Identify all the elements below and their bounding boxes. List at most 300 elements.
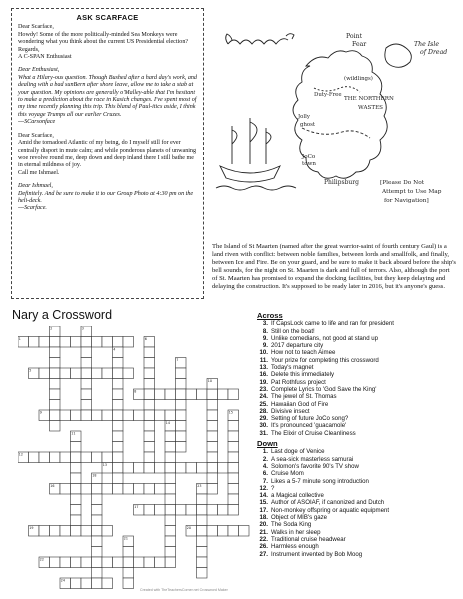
crossword-cell[interactable] (71, 494, 82, 505)
crossword-cell[interactable] (113, 473, 124, 484)
crossword-cell[interactable] (113, 452, 124, 463)
crossword-clue-number: 13 (102, 463, 108, 468)
clue-text: A sea-sick masterless samurai (271, 455, 354, 463)
crossword-cell[interactable] (207, 526, 218, 537)
crossword-cell[interactable] (81, 347, 92, 358)
crossword-cell[interactable] (228, 452, 239, 463)
crossword-cell[interactable] (123, 557, 134, 568)
clue-number: 26. (259, 543, 268, 551)
crossword-cell[interactable] (29, 452, 40, 463)
letter1-closing: Regards, (18, 46, 40, 53)
crossword-cell[interactable] (165, 452, 176, 463)
crossword-cell[interactable] (155, 484, 166, 495)
crossword-cell[interactable] (197, 463, 208, 474)
crossword-clue-number: 2 (50, 326, 53, 331)
crossword-cell[interactable] (29, 337, 40, 348)
crossword-cell[interactable] (207, 473, 218, 484)
clue-text: Your prize for completing this crossword (271, 356, 379, 364)
crossword-cell[interactable] (39, 368, 50, 379)
crossword-cell[interactable] (144, 358, 155, 369)
crossword-cell[interactable] (50, 557, 61, 568)
crossword-cell[interactable] (60, 410, 71, 421)
island-map (210, 8, 458, 236)
crossword-cell[interactable] (165, 536, 176, 547)
map-note-line3: for Navigation] (384, 198, 429, 204)
down-clue (257, 514, 457, 521)
crossword-cell[interactable] (144, 410, 155, 421)
clue-text: The Soda King (271, 521, 312, 529)
crossword-cell[interactable] (228, 484, 239, 495)
crossword-cell[interactable] (155, 557, 166, 568)
clue-text: Non-monkey offspring or aquatic equipment (271, 506, 390, 514)
down-clue (257, 551, 457, 558)
crossword-cell[interactable] (207, 442, 218, 453)
clue-text: The Elixir of Cruise Cleanliness (271, 429, 356, 437)
crossword-cell[interactable] (165, 473, 176, 484)
crossword-cell[interactable] (92, 410, 103, 421)
crossword-cell[interactable] (176, 379, 187, 390)
crossword-cell[interactable] (165, 494, 176, 505)
crossword-cell[interactable] (207, 431, 218, 442)
crossword-cell[interactable] (50, 452, 61, 463)
crossword-credit: Created with TheTeachersCorner.net Crossword Maker (140, 588, 228, 592)
crossword-clue-number: 12 (18, 452, 24, 457)
crossword-cell[interactable] (60, 452, 71, 463)
crossword-cell[interactable] (165, 463, 176, 474)
crossword-clue-number: 18 (92, 473, 97, 478)
crossword-cell[interactable] (60, 526, 71, 537)
crossword-cell[interactable] (113, 410, 124, 421)
clue-text: The jewel of St. Thomas (271, 393, 337, 401)
crossword-cell[interactable] (113, 442, 124, 453)
advice-column (11, 8, 204, 299)
clue-text: Object of MIB's gaze (271, 514, 328, 522)
crossword-cell[interactable] (123, 337, 134, 348)
crossword-cell[interactable] (197, 505, 208, 516)
crossword-cell[interactable] (71, 337, 82, 348)
down-clue (257, 470, 457, 477)
crossword-cell[interactable] (197, 526, 208, 537)
crossword-cell[interactable] (186, 505, 197, 516)
crossword-cell[interactable] (123, 410, 134, 421)
clue-number: 11. (259, 356, 268, 364)
crossword-cell[interactable] (176, 463, 187, 474)
crossword-cell[interactable] (113, 400, 124, 411)
clue-number: 29. (259, 415, 268, 423)
across-clue (257, 422, 457, 429)
crossword-cell[interactable] (71, 526, 82, 537)
reply1-signature: ---SCarsonface (18, 119, 56, 126)
crossword-cell[interactable] (92, 484, 103, 495)
letter2-salutation: Dear Scarface, (18, 132, 54, 139)
crossword-cell[interactable] (71, 410, 82, 421)
across-clue (257, 349, 457, 356)
clue-number: 28. (259, 407, 268, 415)
crossword-cell[interactable] (144, 452, 155, 463)
crossword-cell[interactable] (50, 347, 61, 358)
crossword-cell[interactable] (155, 505, 166, 516)
crossword-cell[interactable] (228, 494, 239, 505)
crossword-cell[interactable] (113, 421, 124, 432)
crossword-cell[interactable] (81, 578, 92, 589)
clue-number: 27. (259, 550, 268, 558)
crossword-cell[interactable] (176, 389, 187, 400)
clue-text: Author of ASOIAF, if canonized and Dutch (271, 499, 385, 507)
map-label-joco: JoCo (302, 154, 316, 160)
crossword-cell[interactable] (92, 526, 103, 537)
crossword-cell[interactable] (102, 484, 113, 495)
crossword-cell[interactable] (228, 421, 239, 432)
crossword-cell[interactable] (92, 536, 103, 547)
crossword-cell[interactable] (50, 400, 61, 411)
crossword-cell[interactable] (71, 473, 82, 484)
clue-number: 22. (259, 535, 268, 543)
crossword-cell[interactable] (228, 442, 239, 453)
down-clue (257, 536, 457, 543)
clue-number: 30. (259, 422, 268, 430)
crossword-cell[interactable] (92, 568, 103, 579)
clue-text: Last doge of Venice (271, 448, 325, 456)
crossword-cell[interactable] (144, 505, 155, 516)
clue-number: 3. (262, 320, 268, 328)
across-clue (257, 415, 457, 422)
crossword-cell[interactable] (71, 442, 82, 453)
reply2-salutation: Dear Ishmael, (18, 183, 53, 190)
crossword-cell[interactable] (207, 484, 218, 495)
crossword-cell[interactable] (81, 379, 92, 390)
across-clue (257, 342, 457, 349)
across-clue (257, 320, 457, 327)
crossword-cell[interactable] (207, 505, 218, 516)
crossword-cell[interactable] (218, 526, 229, 537)
letter1-salutation: Dear Scarface, (18, 24, 54, 31)
crossword-cell[interactable] (197, 547, 208, 558)
crossword-cell[interactable] (50, 358, 61, 369)
crossword-cell[interactable] (197, 557, 208, 568)
crossword-cell[interactable] (50, 368, 61, 379)
clue-number: 9. (262, 334, 268, 342)
crossword-cell[interactable] (228, 389, 239, 400)
crossword-cell[interactable] (102, 337, 113, 348)
map-note-line2: Attempt to Use Map (382, 189, 442, 195)
crossword-clue-number: 1 (18, 337, 21, 342)
crossword-cell[interactable] (71, 452, 82, 463)
crossword-cell[interactable] (50, 421, 61, 432)
crossword-cell[interactable] (123, 578, 134, 589)
crossword-cell[interactable] (165, 410, 176, 421)
crossword-cell[interactable] (228, 505, 239, 516)
crossword-cell[interactable] (71, 484, 82, 495)
crossword-cell[interactable] (71, 368, 82, 379)
crossword-cell[interactable] (123, 484, 134, 495)
clue-text: Unlike comedians, not good at stand up (271, 334, 379, 342)
clue-number: 2. (262, 455, 268, 463)
crossword-cell[interactable] (165, 389, 176, 400)
map-label-philipsburg: Philipsburg (324, 179, 359, 186)
crossword-cell[interactable] (92, 578, 103, 589)
clue-number: 8. (262, 327, 268, 335)
crossword-cell[interactable] (102, 452, 113, 463)
crossword-cell[interactable] (102, 526, 113, 537)
crossword-clue-number: 3 (81, 326, 84, 331)
sailing-ship-drawing (216, 118, 296, 190)
crossword-cell[interactable] (92, 337, 103, 348)
crossword-cell[interactable] (113, 368, 124, 379)
crossword-cell[interactable] (144, 484, 155, 495)
across-clue (257, 386, 457, 393)
crossword-cell[interactable] (144, 347, 155, 358)
crossword-cell[interactable] (50, 410, 61, 421)
crossword-cell[interactable] (228, 473, 239, 484)
crossword-cell[interactable] (123, 463, 134, 474)
down-heading: Down (257, 439, 278, 449)
crossword-cell[interactable] (197, 494, 208, 505)
clue-number: 16. (259, 371, 268, 379)
crossword-cell[interactable] (81, 526, 92, 537)
crossword-cell[interactable] (50, 389, 61, 400)
crossword-cell[interactable] (81, 389, 92, 400)
crossword-cell[interactable] (92, 557, 103, 568)
clue-text: Traditional cruise headwear (271, 535, 346, 543)
down-clue (257, 492, 457, 499)
crossword-cell[interactable] (144, 557, 155, 568)
crossword-cell[interactable] (176, 421, 187, 432)
crossword-clue-number: 14 (165, 421, 171, 426)
crossword-cell[interactable] (39, 452, 50, 463)
crossword-clue-number: 8 (134, 389, 137, 394)
crossword-cell[interactable] (113, 463, 124, 474)
crossword-cell[interactable] (186, 463, 197, 474)
crossword-cell[interactable] (207, 421, 218, 432)
clue-text: Walks in her sleep (271, 528, 321, 536)
crossword-cell[interactable] (228, 526, 239, 537)
crossword-cell[interactable] (207, 452, 218, 463)
clue-number: 13. (259, 364, 268, 372)
letter2-closing: Call me Ishmael. (18, 169, 60, 176)
crossword-cell[interactable] (113, 358, 124, 369)
across-clue (257, 408, 457, 415)
crossword-cell[interactable] (165, 484, 176, 495)
clue-text: Complete Lyrics to 'God Save the King' (271, 385, 377, 393)
crossword-cell[interactable] (113, 557, 124, 568)
map-label-duty-free: Duty-Free (314, 92, 342, 98)
down-clue (257, 478, 457, 485)
crossword-cell[interactable] (102, 578, 113, 589)
crossword-cell[interactable] (71, 557, 82, 568)
crossword-cell[interactable] (165, 442, 176, 453)
clue-text: Divisive insect (271, 407, 310, 415)
crossword-cell[interactable] (176, 400, 187, 411)
crossword-title: Nary a Crossword (12, 308, 113, 322)
crossword-clue-number: 10 (207, 379, 213, 384)
crossword-cell[interactable] (50, 379, 61, 390)
crossword-cell[interactable] (81, 557, 92, 568)
map-label-point: Point (346, 33, 363, 40)
crossword-cell[interactable] (155, 463, 166, 474)
down-clue (257, 456, 457, 463)
map-label-the-northern: THE NORTHERN (344, 96, 394, 102)
crossword-cell[interactable] (186, 389, 197, 400)
crossword-cell[interactable] (92, 547, 103, 558)
crossword-cell[interactable] (81, 368, 92, 379)
crossword-cell[interactable] (197, 515, 208, 526)
crossword-clue-number: 23 (197, 484, 202, 489)
clue-text: Instrument invented by Bob Moog (271, 550, 363, 558)
crossword-cell[interactable] (228, 463, 239, 474)
across-clue (257, 393, 457, 400)
crossword-cell[interactable] (92, 494, 103, 505)
down-clue (257, 448, 457, 455)
crossword-cell[interactable] (207, 463, 218, 474)
letter2-body: Amid the tornadoed Atlantic of my being, do I myself still for ever centrally disport in mute calm; and while ponderous planets of unwaning woe revolve round me, deep down and deep inland there I still bathe me in eternal mildness of joy. (18, 140, 197, 169)
crossword-cell[interactable] (39, 526, 50, 537)
down-clue (257, 485, 457, 492)
crossword-cell[interactable] (50, 526, 61, 537)
crossword-cell[interactable] (165, 505, 176, 516)
crossword-cell[interactable] (113, 484, 124, 495)
crossword-cell[interactable] (71, 578, 82, 589)
column-title: ASK SCARFACE (76, 13, 139, 22)
crossword-cell[interactable] (113, 379, 124, 390)
crossword-cell[interactable] (123, 547, 134, 558)
crossword-cell[interactable] (144, 463, 155, 474)
clue-number: 19. (259, 378, 268, 386)
clue-number: 24. (259, 393, 268, 401)
crossword-cell[interactable] (228, 431, 239, 442)
crossword-cell[interactable] (155, 410, 166, 421)
crossword-cell[interactable] (92, 505, 103, 516)
crossword-cell[interactable] (102, 410, 113, 421)
crossword-clue-number: 15 (228, 410, 234, 415)
crossword-cell[interactable] (144, 389, 155, 400)
crossword-cell[interactable] (113, 337, 124, 348)
crossword-clue-number: 16 (50, 484, 55, 489)
crossword-cell[interactable] (165, 526, 176, 537)
clue-number: 15. (259, 499, 268, 507)
letter1-signature: A C-SPAN Enthusiast (18, 54, 72, 61)
crossword-clue-number: 24 (60, 578, 66, 583)
crossword-cell[interactable] (123, 368, 134, 379)
crossword-cell[interactable] (60, 368, 71, 379)
crossword-clue-number: 20 (186, 526, 192, 531)
crossword-cell[interactable] (144, 442, 155, 453)
clue-text: Likes a 5-7 minute song introduction (271, 477, 369, 485)
crossword-cell[interactable] (92, 452, 103, 463)
crossword-cell[interactable] (197, 568, 208, 579)
crossword-cell[interactable] (81, 452, 92, 463)
map-note-line1: [Please Do Not (380, 180, 425, 186)
crossword-clue-number: 19 (29, 526, 34, 531)
crossword-cell[interactable] (71, 463, 82, 474)
crossword-cell[interactable] (71, 515, 82, 526)
crossword-cell[interactable] (92, 515, 103, 526)
crossword-cell[interactable] (144, 421, 155, 432)
crossword-cell[interactable] (197, 536, 208, 547)
crossword-cell[interactable] (113, 389, 124, 400)
crossword-cell[interactable] (144, 400, 155, 411)
clue-number: 6. (262, 470, 268, 478)
crossword-cell[interactable] (218, 463, 229, 474)
crossword-cell[interactable] (144, 379, 155, 390)
clue-text: ? (271, 484, 275, 492)
clue-text: Setting of future JoCo song? (271, 415, 349, 423)
crossword-cell[interactable] (176, 431, 187, 442)
clue-number: 21. (259, 528, 268, 536)
crossword-clue-number: 21 (123, 536, 129, 541)
crossword-cell[interactable] (60, 337, 71, 348)
crossword-cell[interactable] (144, 431, 155, 442)
map-label-wildlings: (wildlings) (344, 76, 373, 82)
crossword-cell[interactable] (81, 337, 92, 348)
crossword-cell[interactable] (123, 568, 134, 579)
crossword-cell[interactable] (81, 358, 92, 369)
crossword-cell[interactable] (207, 389, 218, 400)
clue-list (257, 312, 457, 558)
crossword-cell[interactable] (218, 389, 229, 400)
crossword-cell[interactable] (134, 557, 145, 568)
crossword-cell[interactable] (165, 557, 176, 568)
map-label-jolly: Jolly (298, 114, 310, 120)
crossword-grid[interactable] (18, 326, 250, 596)
clue-number: 23. (259, 385, 268, 393)
crossword-cell[interactable] (50, 337, 61, 348)
crossword-cell[interactable] (155, 389, 166, 400)
crossword-cell[interactable] (134, 463, 145, 474)
clue-number: 1. (262, 448, 268, 456)
crossword-cell[interactable] (81, 400, 92, 411)
crossword-cell[interactable] (207, 410, 218, 421)
crossword-cell[interactable] (165, 547, 176, 558)
crossword-clue-number: 22 (39, 557, 45, 562)
crossword-cell[interactable] (176, 410, 187, 421)
crossword-cell[interactable] (218, 505, 229, 516)
crossword-cell[interactable] (144, 368, 155, 379)
crossword-cell[interactable] (113, 431, 124, 442)
down-clue (257, 499, 457, 506)
crossword-cell[interactable] (71, 505, 82, 516)
crossword-cell[interactable] (81, 484, 92, 495)
crossword-cell[interactable] (239, 526, 250, 537)
crossword-cell[interactable] (92, 368, 103, 379)
clue-text: How not to teach Aimee (271, 349, 336, 357)
border-line (302, 128, 370, 138)
crossword-cell[interactable] (165, 431, 176, 442)
crossword-cell[interactable] (176, 442, 187, 453)
crossword-cell[interactable] (102, 368, 113, 379)
down-clue (257, 507, 457, 514)
clue-text: Pat Rothfuss project (271, 378, 326, 386)
crossword-cell[interactable] (134, 410, 145, 421)
clue-number: 7. (262, 477, 268, 485)
crossword-cell[interactable] (60, 557, 71, 568)
crossword-cell[interactable] (39, 337, 50, 348)
crossword-cell[interactable] (207, 400, 218, 411)
clue-text: Solomon's favorite 90's TV show (271, 462, 359, 470)
reply2-signature: ---Scarface. (18, 205, 47, 212)
crossword-cell[interactable] (197, 389, 208, 400)
crossword-cell[interactable] (176, 505, 187, 516)
map-label-wastes: WASTES (358, 105, 383, 111)
crossword-cell[interactable] (81, 410, 92, 421)
crossword-cell[interactable] (60, 484, 71, 495)
crossword-clue-number: 4 (113, 347, 116, 352)
crossword-clue-number: 6 (144, 337, 147, 342)
crossword-cell[interactable] (134, 484, 145, 495)
crossword-cell[interactable] (165, 515, 176, 526)
clue-number: 25. (259, 400, 268, 408)
crossword-cell[interactable] (102, 557, 113, 568)
crossword-cell[interactable] (176, 368, 187, 379)
